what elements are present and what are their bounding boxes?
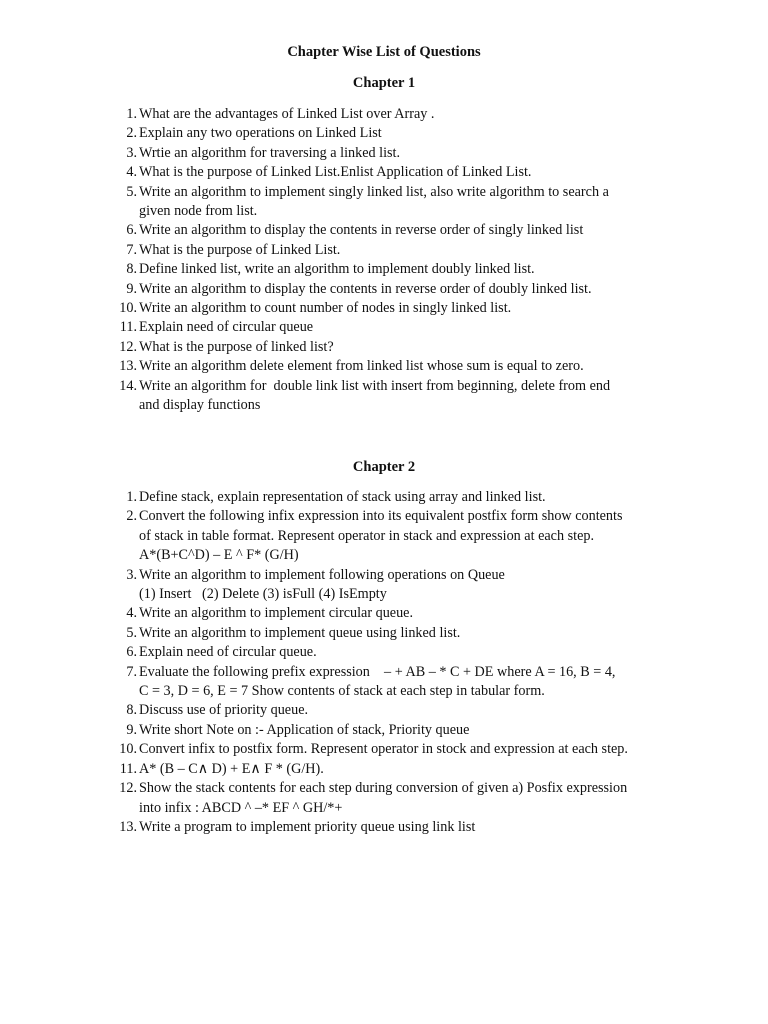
- question-number: 8.: [126, 702, 137, 719]
- chapter-1-heading: Chapter 1: [352, 75, 416, 91]
- question-item: [110, 760, 690, 779]
- question-number: 1.: [126, 106, 137, 122]
- question-text: [138, 221, 690, 240]
- question-number: 2.: [126, 125, 137, 142]
- question-number: 10.: [119, 300, 137, 317]
- question-text-line: Evaluate the following prefix expression – + AB – * C + DE where A = 16, B = 4,: [139, 663, 616, 680]
- question-text-line: What is the purpose of Linked List.Enlist Application of Linked List.: [139, 164, 532, 181]
- question-text-line: Discuss use of priority queue.: [139, 702, 309, 719]
- question-number: 12.: [119, 780, 137, 797]
- question-number: 12.: [119, 338, 137, 355]
- question-number: 13.: [119, 358, 137, 375]
- question-item: [110, 818, 690, 837]
- question-number: 9.: [126, 280, 137, 297]
- question-text-line: Convert the following infix expression into its equivalent postfix form show contents: [139, 508, 623, 525]
- question-item: [110, 604, 690, 623]
- question-text: [138, 183, 690, 222]
- question-text: [138, 604, 690, 623]
- question-number: 5.: [126, 624, 137, 641]
- question-text: [138, 488, 690, 507]
- question-text-line: Define linked list, write an algorithm to implement doubly linked list.: [139, 261, 535, 278]
- question-text-line: given node from list.: [139, 203, 258, 220]
- question-text: [138, 318, 690, 337]
- chapter-1-question-list: [110, 105, 690, 416]
- question-text-line: Define stack, explain representation of stack using array and linked list.: [139, 489, 546, 505]
- question-item: [110, 280, 690, 299]
- question-text-line: What is the purpose of linked list?: [139, 338, 334, 355]
- document-title: Chapter Wise List of Questions: [287, 44, 481, 60]
- question-text: [138, 377, 690, 416]
- question-text-line: and display functions: [139, 397, 261, 414]
- question-text-line: Explain need of circular queue.: [139, 644, 317, 661]
- question-number: 5.: [126, 183, 137, 200]
- question-text-line: C = 3, D = 6, E = 7 Show contents of stack at each step in tabular form.: [139, 683, 545, 700]
- question-number: 3.: [126, 144, 137, 161]
- question-text-line: Write an algorithm to display the contents in reverse order of singly linked list: [139, 222, 584, 239]
- question-item: [110, 163, 690, 182]
- question-text-line: of stack in table format. Represent operator in stack and expression at each step.: [139, 527, 595, 544]
- question-item: [110, 318, 690, 337]
- question-text-line: A* (B – C∧ D) + E∧ F * (G/H).: [139, 760, 324, 777]
- question-text: [138, 338, 690, 357]
- question-item: [110, 144, 690, 163]
- question-number: 4.: [126, 164, 137, 181]
- question-item: [110, 721, 690, 740]
- question-text: [138, 818, 690, 837]
- question-text-line: Write an algorithm to count number of nodes in singly linked list.: [139, 300, 512, 317]
- question-text-line: What is the purpose of Linked List.: [139, 241, 341, 258]
- question-item: [110, 566, 690, 605]
- question-text: [138, 643, 690, 662]
- question-item: [110, 124, 690, 143]
- question-text: [138, 163, 690, 182]
- question-number: 13.: [119, 818, 137, 835]
- question-text-line: Write an algorithm to implement following operations on Queue: [139, 566, 505, 583]
- question-item: [110, 221, 690, 240]
- question-item: [110, 507, 690, 565]
- question-number: 7.: [126, 663, 137, 680]
- question-text: [138, 740, 690, 759]
- question-text-line: Write a program to implement priority queue using link list: [139, 818, 476, 835]
- question-text: [138, 779, 690, 818]
- question-item: [110, 241, 690, 260]
- question-text-line: (1) Insert (2) Delete (3) isFull (4) IsEmpty: [139, 586, 387, 603]
- question-item: [110, 663, 690, 702]
- question-text-line: Write an algorithm to implement singly linked list, also write algorithm to search a: [139, 183, 609, 200]
- question-text: [138, 760, 690, 779]
- question-text: [138, 507, 690, 565]
- question-text: [138, 663, 690, 702]
- question-text-line: Wrtie an algorithm for traversing a linked list.: [139, 144, 401, 161]
- question-text-line: Convert infix to postfix form. Represent operator in stock and expression at each step.: [139, 741, 628, 758]
- question-text-line: Explain need of circular queue: [139, 319, 314, 336]
- question-item: [110, 260, 690, 279]
- question-item: [110, 740, 690, 759]
- question-text: [138, 701, 690, 720]
- question-number: 11.: [119, 760, 137, 777]
- question-text-line: Show the stack contents for each step during conversion of given a) Posfix expression: [139, 780, 628, 797]
- question-text-line: Write an algorithm to implement circular queue.: [139, 605, 414, 622]
- question-number: 7.: [126, 241, 137, 258]
- question-text: [138, 357, 690, 376]
- question-number: 8.: [126, 261, 137, 278]
- question-item: [110, 105, 690, 124]
- question-text: [138, 105, 690, 124]
- question-text: [138, 241, 690, 260]
- question-item: [110, 624, 690, 643]
- question-text-line: Write an algorithm to implement queue using linked list.: [139, 624, 461, 641]
- question-text-line: Explain any two operations on Linked List: [139, 125, 382, 142]
- question-item: [110, 183, 690, 222]
- question-text-line: A*(B+C^D) – E ^ F* (G/H): [139, 547, 299, 564]
- question-text: [138, 144, 690, 163]
- chapter-2-heading: Chapter 2: [352, 459, 416, 475]
- question-text-line: into infix : ABCD ^ –* EF ^ GH/*+: [139, 799, 343, 816]
- question-number: 4.: [126, 605, 137, 622]
- question-text: [138, 624, 690, 643]
- question-text: [138, 299, 690, 318]
- question-item: [110, 377, 690, 416]
- question-number: 14.: [119, 377, 137, 394]
- question-text-line: What are the advantages of Linked List over Array .: [139, 106, 435, 122]
- question-text: [138, 280, 690, 299]
- question-item: [110, 643, 690, 662]
- question-text: [138, 260, 690, 279]
- question-text: [138, 566, 690, 605]
- question-number: 1.: [126, 489, 137, 505]
- question-number: 10.: [119, 741, 137, 758]
- question-number: 11.: [119, 319, 137, 336]
- question-item: [110, 779, 690, 818]
- question-item: [110, 299, 690, 318]
- question-text-line: Write an algorithm to display the contents in reverse order of doubly linked list.: [139, 280, 592, 297]
- question-number: 9.: [126, 721, 137, 738]
- question-text: [138, 721, 690, 740]
- chapter-2-question-list: [110, 488, 690, 837]
- question-text-line: Write an algorithm delete element from linked list whose sum is equal to zero.: [139, 358, 584, 375]
- question-number: 6.: [126, 644, 137, 661]
- question-number: 2.: [126, 508, 137, 525]
- question-text-line: Write short Note on :- Application of stack, Priority queue: [139, 721, 470, 738]
- question-number: 3.: [126, 566, 137, 583]
- question-item: [110, 357, 690, 376]
- question-item: [110, 338, 690, 357]
- question-text: [138, 124, 690, 143]
- question-text-line: Write an algorithm for double link list with insert from beginning, delete from end: [139, 377, 611, 394]
- question-number: 6.: [126, 222, 137, 239]
- question-item: [110, 701, 690, 720]
- question-item: [110, 488, 690, 507]
